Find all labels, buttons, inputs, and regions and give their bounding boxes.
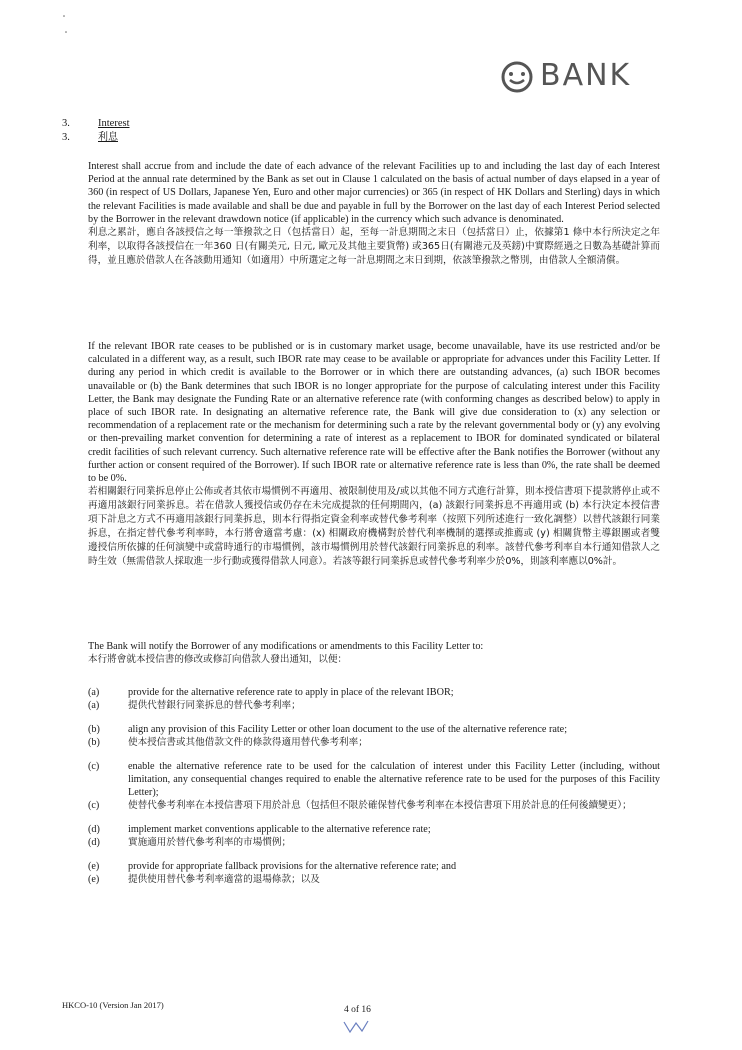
paragraph-en: Interest shall accrue from and include the date of each advance of the relevant Facilities up to and including the last day of each Interest Period at the annual rate determined by the Bank as set out in Clause 1 calculated on the basis of actual number of days elapsed in a year of 360 (in respect of US Dollars, Japanese Yen, Euro and other major currencies) or 365 (in respect of HK Dollars and Sterling) days in which the relevant Facilities is made available and shall be due and payable in full by the Borrower on the last day of each Interest Period selected by the Borrower in the relevant drawdown notice (if applicable) in the currency which such advance is denominated. xyxy=(88,161,660,225)
logo-mark-icon xyxy=(500,60,536,94)
list-item-label: (e) xyxy=(88,874,100,885)
list-item-label: (c) xyxy=(88,800,100,811)
list-item-en: implement market conventions applicable to the alternative reference rate; xyxy=(128,824,431,835)
list-item xyxy=(88,760,660,813)
list-item xyxy=(88,860,660,887)
paragraph-zh: 若相關銀行同業拆息停止公佈或者其依市場慣例不再適用、被限制使用及/或以其他不同方式進行計算，則本授信書項下提款將停止或不再適用該銀行同業拆息。若在借款人獲授信或仍存在未完成提款的任何期間內，(a) 該銀行同業拆息不再適用或 (b) 本行決定本授信書項下計息之方式不再適用該銀行同業拆息，則本行得指定資金利率或替代參考利率（按照下列所述進行一致化調整）以替代該銀行同業拆息，在指定替代參考利率時，本行將會適當考慮：(x) 相關政府機構對於替代利率機制的選擇或推薦或 (y) 相關貨幣主導銀團或者雙邊授信所依據的任何演變中或當時通行的市場慣例，該市場慣例用於替代該銀行同業拆息的利率。該替代參考利率自本行通知借款人之時生效（無需借款人採取進一步行動或獲得借款人同意）。若該等銀行同業拆息或替代參考利率少於0%，則該利率應以0%計。 xyxy=(88,486,660,568)
initials-scribble xyxy=(340,1018,380,1036)
list-item-label: (b) xyxy=(88,737,100,748)
list-item-en: provide for the alternative reference rate to apply in place of the relevant IBOR; xyxy=(128,687,454,698)
list-item-label: (e) xyxy=(88,861,100,872)
list-item-label: (a) xyxy=(88,700,100,711)
modification-list xyxy=(88,686,660,887)
list-item-zh: 使本授信書或其他借款文件的條款得適用替代參考利率； xyxy=(128,737,368,748)
logo-text: BANK xyxy=(540,58,632,93)
list-item-zh: 提供代替銀行同業拆息的替代參考利率； xyxy=(128,700,301,711)
paragraph-ibor-replacement xyxy=(88,340,660,569)
section-title-zh: 利息 xyxy=(98,132,118,143)
paragraph-en: The Bank will notify the Borrower of any modifications or amendments to this Facility Letter to: xyxy=(88,641,484,652)
section-title-en: Interest xyxy=(98,118,130,129)
list-item-zh: 使替代參考利率在本授信書項下用於計息（包括但不限於確保替代參考利率在本授信書項下用於計息的任何後續變更）； xyxy=(128,800,632,811)
page-number: 4 of 16 xyxy=(344,1005,371,1015)
list-item-label: (d) xyxy=(88,824,100,835)
list-item xyxy=(88,723,660,750)
list-item-en: enable the alternative reference rate to be used for the calculation of interest under this Facility Letter (including, without limitation, any consequential changes required to enable the alternative reference rate to be used for the purposes of this Facility Letter); xyxy=(128,761,660,798)
scan-specks xyxy=(60,10,70,40)
section-number-en: 3. xyxy=(62,118,70,129)
bank-logo xyxy=(500,58,665,96)
list-item-zh: 實施適用於替代參考利率的市場慣例； xyxy=(128,837,292,848)
list-item-en: provide for appropriate fallback provisions for the alternative reference rate; and xyxy=(128,861,457,872)
paragraph-zh: 本行將會就本授信書的修改或修訂向借款人發出通知，以便： xyxy=(88,654,348,666)
paragraph-zh: 利息之累計，應自各該授信之每一筆撥款之日（包括當日）起，至每一計息期間之末日（包括當日）止，依據第1 條中本行所決定之年利率，以取得各該授信在一年360 日(有關美元, 日元, 歐元及其他主要貨幣) 或365日(有關港元及英鎊)中實際經過之日數為基礎計算而得，並且應於借款人在各該動用通知（如適用）中所選定之每一計息期間之末日到期，依該筆撥款之幣別，由借款人全額清償。 xyxy=(88,227,660,267)
paragraph-en: If the relevant IBOR rate ceases to be published or is in customary market usage, become unavailable, have its use restricted and/or be calculated in a different way, as a result, such IBOR rate may cease to be available or appropriate for advances under this Facility Letter. If during any period in which credit is available to the Borrower or in which there are outstanding advances, (a) such IBOR becomes unavailable or (b) the Bank determines that such IBOR is no longer appropriate for the purpose of calculating interest under this Facility Letter, the Bank may designate the Funding Rate or an alternative reference rate (with conforming changes as described below) to apply in place of such IBOR rate. In designating an alternative reference rate, the Bank will give due consideration to (x) any selection or recommendation of a replacement rate or the mechanism for determining such a rate by the relevant governmental body or (y) any evolving or then-prevailing market convention for determining a rate of interest as a replacement to IBOR for dominated syndicated or bilateral credit facilities of such relevant currency. Such alternative reference rate will be effective after the Bank notifies the Borrower (without any further action or consent required of the Borrower). If such IBOR rate or alternative reference rate is less than 0%, the rate shall be deemed to be 0%. xyxy=(88,341,660,485)
paragraph-notification xyxy=(88,640,660,667)
list-item-label: (b) xyxy=(88,724,100,735)
paragraph-interest-accrual xyxy=(88,160,660,268)
list-item-label: (a) xyxy=(88,687,100,698)
list-item xyxy=(88,686,660,713)
list-item-label: (c) xyxy=(88,761,100,772)
section-heading xyxy=(62,117,262,147)
list-item xyxy=(88,823,660,850)
list-item-en: align any provision of this Facility Letter or other loan document to the use of the alternative reference rate; xyxy=(128,724,568,735)
list-item-label: (d) xyxy=(88,837,100,848)
section-number-zh: 3. xyxy=(62,132,70,143)
document-code: HKCO-10 (Version Jan 2017) xyxy=(62,1000,164,1010)
list-item-zh: 提供使用替代參考利率適當的退場條款；以及 xyxy=(128,874,320,885)
